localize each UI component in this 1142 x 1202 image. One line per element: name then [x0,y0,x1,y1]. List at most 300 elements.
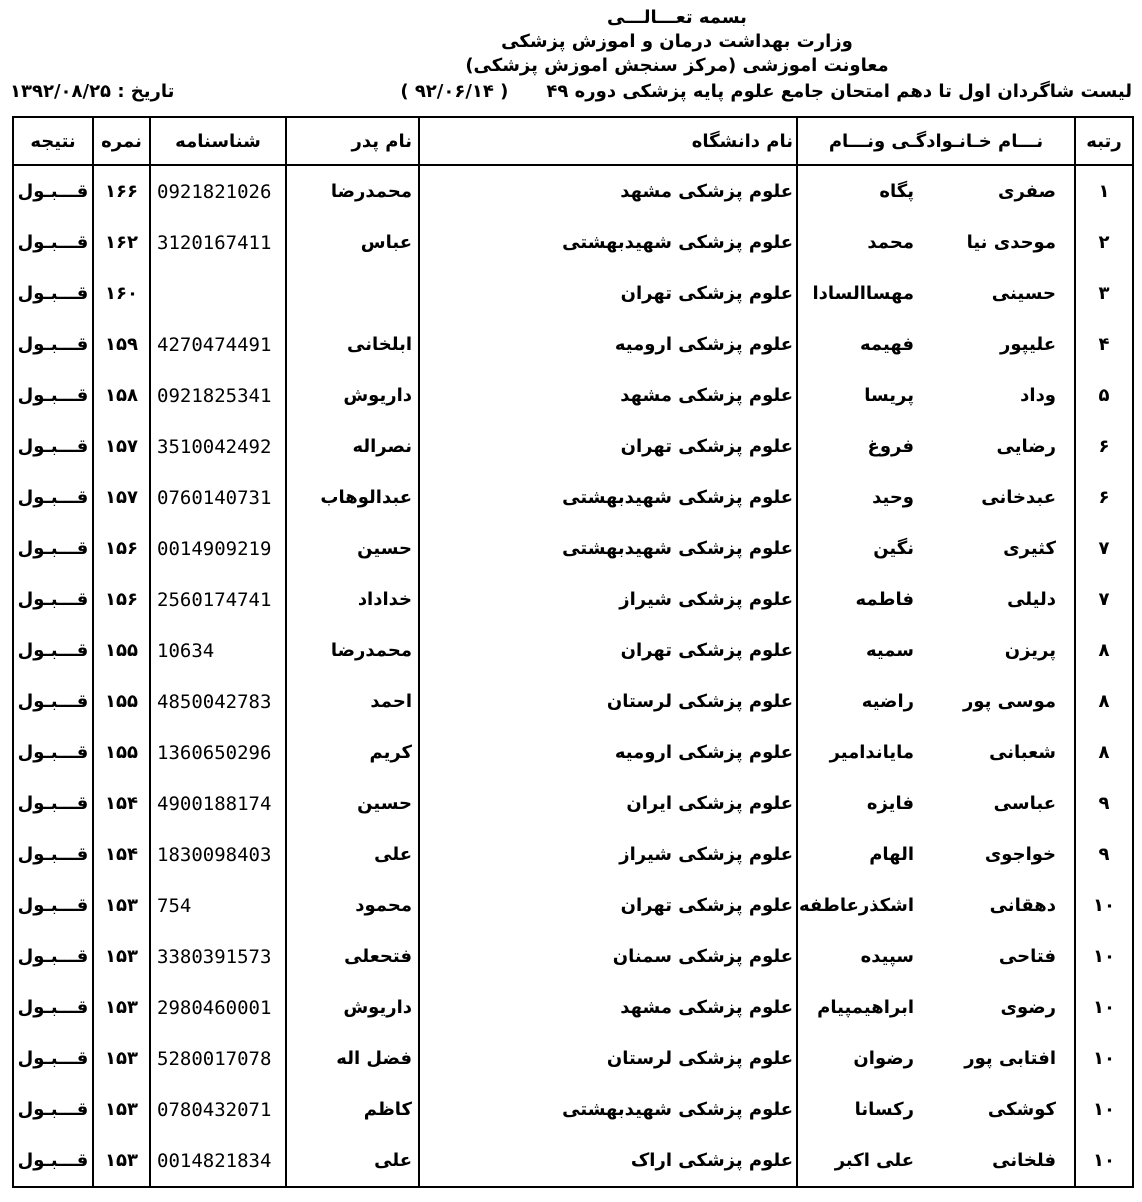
university-value: علوم پزشکی لرستان [606,691,793,712]
result-value: قـــبـول [17,334,89,355]
col-header-score: نمره [93,117,150,165]
rank-value: ۶ [1098,436,1110,457]
rank-value: ۸ [1098,640,1110,661]
col-header-name: نـــام خـانـوادگـی ونـــام [797,117,1075,165]
score-value: ۱۵۳ [105,946,138,967]
name-wrap [798,1084,1074,1135]
list-title: لیست شاگردان اول تا دهم امتحان جامع علوم پایه پزشکی دوره ۴۹ [546,81,1132,102]
result-cell [13,931,93,982]
name-cell [797,574,1075,625]
result-value: قـــبـول [17,436,89,457]
score-cell [93,625,150,676]
father-cell [286,1135,419,1187]
family-name: فلخانی [992,1150,1056,1171]
id-cell [150,472,286,523]
rank-cell [1075,421,1133,472]
given-name: علی اکبر [834,1150,914,1171]
rank-cell [1075,217,1133,268]
id-value: 1360650296 [157,741,272,764]
university-cell [419,880,797,931]
university-cell [419,982,797,1033]
rank-cell [1075,829,1133,880]
name-cell [797,472,1075,523]
id-value: 3380391573 [157,945,272,968]
name-wrap [798,625,1074,676]
family-name: پریزن [1004,640,1056,661]
name-cell [797,1033,1075,1084]
given-name: اشکذرعاطفه [799,895,914,916]
score-value: ۱۵۹ [105,334,138,355]
family-name: موحدی نیا [966,232,1056,253]
father-value: داریوش [343,997,412,1018]
father-cell [286,574,419,625]
result-value: قـــبـول [17,487,89,508]
given-name: فروغ [867,436,914,457]
rank-value: ۱۰ [1093,1099,1115,1120]
university-value: علوم پزشکی شیراز [619,589,793,610]
id-cell [150,574,286,625]
table-row [13,523,1133,574]
result-value: قـــبـول [17,1150,89,1171]
given-name: فهیمه [860,334,914,355]
result-value: قـــبـول [17,1099,89,1120]
result-value: قـــبـول [17,742,89,763]
id-value: 0014909219 [157,537,272,560]
rank-cell [1075,880,1133,931]
col-header-father: نام پدر [286,117,419,165]
id-value: 2560174741 [157,588,272,611]
table-row [13,829,1133,880]
result-cell [13,421,93,472]
family-name: حسینی [991,283,1056,304]
score-value: ۱۵۶ [105,589,138,610]
col-header-result: نتیجه [13,117,93,165]
university-cell [419,1135,797,1187]
score-value: ۱۵۳ [105,1099,138,1120]
result-value: قـــبـول [17,538,89,559]
id-value: 5280017078 [157,1047,272,1070]
family-name: کثیری [1003,538,1056,559]
family-name: موسی پور [962,691,1056,712]
exam-date: ( ۹۲/۰۶/۱۴ ) [400,81,509,102]
given-name: مهساالسادا [812,283,914,304]
name-cell [797,319,1075,370]
result-cell [13,1135,93,1187]
table-row [13,778,1133,829]
score-value: ۱۵۸ [105,385,138,406]
university-value: علوم پزشکی مشهد [620,997,793,1018]
name-wrap [798,727,1074,778]
university-value: علوم پزشکی تهران [620,895,793,916]
list-title-row [0,78,1142,104]
rank-cell [1075,574,1133,625]
university-value: علوم پزشکی شیراز [619,844,793,865]
id-cell [150,1084,286,1135]
university-cell [419,421,797,472]
name-wrap [798,1033,1074,1084]
table-row [13,1135,1133,1187]
table-row [13,625,1133,676]
university-value: علوم پزشکی مشهد [620,181,793,202]
father-cell [286,217,419,268]
rank-cell [1075,523,1133,574]
university-value: علوم پزشکی ایران [626,793,793,814]
result-value: قـــبـول [17,844,89,865]
name-cell [797,676,1075,727]
name-wrap [798,166,1074,217]
university-cell [419,370,797,421]
result-value: قـــبـول [17,232,89,253]
result-cell [13,1084,93,1135]
result-value: قـــبـول [17,895,89,916]
id-value: 2980460001 [157,996,272,1019]
father-cell [286,778,419,829]
id-cell [150,676,286,727]
result-cell [13,829,93,880]
father-value: عبدالوهاب [320,487,412,508]
given-name: راضیه [861,691,914,712]
name-wrap [798,472,1074,523]
score-cell [93,931,150,982]
name-cell [797,421,1075,472]
id-cell [150,982,286,1033]
result-cell [13,1033,93,1084]
father-cell [286,982,419,1033]
rank-cell [1075,319,1133,370]
name-wrap [798,676,1074,727]
id-value: 754 [157,894,192,917]
table-row [13,421,1133,472]
name-wrap [798,319,1074,370]
rank-value: ۱۰ [1093,1150,1115,1171]
father-cell [286,1033,419,1084]
father-cell [286,1084,419,1135]
score-cell [93,421,150,472]
table-row [13,165,1133,217]
rank-value: ۱۰ [1093,1048,1115,1069]
id-cell [150,880,286,931]
report-date: تاریخ : ۱۳۹۲/۰۸/۲۵ [10,81,175,102]
id-cell [150,1135,286,1187]
result-value: قـــبـول [17,1048,89,1069]
score-cell [93,319,150,370]
name-wrap [798,574,1074,625]
result-cell [13,778,93,829]
family-name: عبدخانی [981,487,1056,508]
id-cell [150,829,286,880]
id-value: 0921821026 [157,180,272,203]
score-cell [93,523,150,574]
given-name: رضوان [853,1048,914,1069]
given-name: پریسا [864,385,914,406]
name-cell [797,1084,1075,1135]
score-value: ۱۵۷ [105,436,138,457]
father-cell [286,625,419,676]
id-cell [150,421,286,472]
rank-value: ۹ [1098,793,1110,814]
university-value: علوم پزشکی تهران [620,640,793,661]
score-value: ۱۶۲ [105,232,138,253]
id-cell [150,165,286,217]
rank-value: ۱۰ [1093,895,1115,916]
rank-cell [1075,268,1133,319]
family-name: رضوی [1000,997,1056,1018]
score-value: ۱۵۳ [105,895,138,916]
family-name: وداد [1020,385,1056,406]
name-wrap [798,982,1074,1033]
id-cell [150,370,286,421]
rank-value: ۱۰ [1093,946,1115,967]
university-value: علوم پزشکی ارومیه [614,742,793,763]
id-cell [150,931,286,982]
result-cell [13,727,93,778]
id-value: 1830098403 [157,843,272,866]
score-value: ۱۵۴ [105,844,138,865]
score-cell [93,472,150,523]
id-cell [150,778,286,829]
score-cell [93,1084,150,1135]
result-value: قـــبـول [17,385,89,406]
rank-value: ۷ [1098,538,1110,559]
family-name: شعبانی [989,742,1056,763]
family-name: رضایی [996,436,1056,457]
id-cell [150,217,286,268]
university-cell [419,931,797,982]
father-value: حسین [357,538,412,559]
rank-value: ۶ [1098,487,1110,508]
result-value: قـــبـول [17,640,89,661]
result-value: قـــبـول [17,997,89,1018]
result-value: قـــبـول [17,589,89,610]
score-value: ۱۵۴ [105,793,138,814]
table-row [13,982,1133,1033]
col-header-rank: رتبه [1075,117,1133,165]
score-value: ۱۵۳ [105,1150,138,1171]
result-cell [13,574,93,625]
deputy-line: معاونت اموزشی (مرکز سنجش اموزش پزشکی) [465,55,889,76]
score-value: ۱۵۵ [105,691,138,712]
family-name: افتابی پور [964,1048,1056,1069]
university-cell [419,319,797,370]
university-cell [419,1033,797,1084]
university-cell [419,523,797,574]
name-cell [797,268,1075,319]
family-name: صفری [997,181,1056,202]
score-cell [93,727,150,778]
father-cell [286,472,419,523]
father-cell [286,421,419,472]
id-value: 0014821834 [157,1149,272,1172]
rank-value: ۸ [1098,691,1110,712]
father-value: حسین [357,793,412,814]
score-cell [93,268,150,319]
rank-cell [1075,1135,1133,1187]
result-value: قـــبـول [17,181,89,202]
rank-value: ۴ [1098,334,1110,355]
col-header-university: نام دانشگاه [419,117,797,165]
father-value: فتحعلی [344,946,412,967]
score-cell [93,1033,150,1084]
name-wrap [798,523,1074,574]
score-value: ۱۵۷ [105,487,138,508]
father-value: داریوش [343,385,412,406]
father-value: عباس [360,232,412,253]
given-name: رکسانا [854,1099,914,1120]
result-cell [13,370,93,421]
university-value: علوم پزشکی مشهد [620,385,793,406]
table-row [13,931,1133,982]
family-name: خواجوی [984,844,1056,865]
given-name: فاطمه [855,589,914,610]
id-value: 3510042492 [157,435,272,458]
result-cell [13,165,93,217]
score-value: ۱۶۰ [105,283,138,304]
rank-value: ۹ [1098,844,1110,865]
rank-cell [1075,931,1133,982]
score-cell [93,370,150,421]
result-value: قـــبـول [17,691,89,712]
table-row [13,1033,1133,1084]
score-cell [93,829,150,880]
result-cell [13,880,93,931]
result-cell [13,472,93,523]
id-cell [150,727,286,778]
score-value: ۱۵۳ [105,997,138,1018]
score-cell [93,778,150,829]
id-value: 4270474491 [157,333,272,356]
university-value: علوم پزشکی تهران [620,436,793,457]
given-name: محمد [867,232,914,253]
rank-value: ۸ [1098,742,1110,763]
father-value: علی [374,1150,412,1171]
id-cell [150,523,286,574]
university-cell [419,829,797,880]
rank-cell [1075,676,1133,727]
result-cell [13,676,93,727]
score-cell [93,676,150,727]
university-value: علوم پزشکی سمنان [612,946,793,967]
father-value: کریم [369,742,412,763]
rank-cell [1075,625,1133,676]
rank-value: ۲ [1098,232,1110,253]
father-cell [286,727,419,778]
university-cell [419,268,797,319]
id-value: 3120167411 [157,231,272,254]
table-row [13,370,1133,421]
id-value: 0780432071 [157,1098,272,1121]
university-value: علوم پزشکی شهیدبهشتی [562,487,793,508]
results-table-header [13,117,1133,165]
rank-cell [1075,472,1133,523]
ministry-line: وزارت بهداشت درمان و اموزش پزشکی [501,31,853,52]
name-cell [797,931,1075,982]
father-value: احمد [370,691,412,712]
name-wrap [798,421,1074,472]
result-cell [13,625,93,676]
name-cell [797,829,1075,880]
university-value: علوم پزشکی ارومیه [614,334,793,355]
father-value: نصراله [352,436,412,457]
given-name: سمیه [865,640,914,661]
father-cell [286,523,419,574]
university-cell [419,472,797,523]
rank-value: ۳ [1098,283,1110,304]
id-value: 4900188174 [157,792,272,815]
family-name: علیپور [1000,334,1056,355]
name-cell [797,625,1075,676]
name-wrap [798,778,1074,829]
result-value: قـــبـول [17,283,89,304]
table-row [13,268,1133,319]
name-wrap [798,1135,1074,1186]
score-value: ۱۵۵ [105,640,138,661]
id-value: 10634 [157,639,215,662]
father-cell [286,165,419,217]
table-row [13,319,1133,370]
father-value: ابلخانی [347,334,412,355]
family-name: فتاحی [998,946,1056,967]
name-wrap [798,931,1074,982]
score-value: ۱۵۶ [105,538,138,559]
id-value: 0760140731 [157,486,272,509]
name-wrap [798,370,1074,421]
father-value: محمدرضا [330,181,412,202]
family-name: دلیلی [1007,589,1056,610]
father-value: فضل اله [336,1048,412,1069]
result-value: قـــبـول [17,793,89,814]
name-cell [797,727,1075,778]
result-value: قـــبـول [17,946,89,967]
university-cell [419,1084,797,1135]
result-cell [13,217,93,268]
score-cell [93,982,150,1033]
name-cell [797,982,1075,1033]
results-table [12,116,1134,1188]
name-wrap [798,268,1074,319]
given-name: ابراهیمپیام [817,997,914,1018]
university-value: علوم پزشکی شهیدبهشتی [562,232,793,253]
family-name: دهقانی [989,895,1056,916]
table-row [13,574,1133,625]
id-value: 4850042783 [157,690,272,713]
given-name: الهام [869,844,914,865]
rank-cell [1075,1033,1133,1084]
score-cell [93,880,150,931]
father-value: علی [374,844,412,865]
university-cell [419,165,797,217]
name-cell [797,165,1075,217]
rank-cell [1075,1084,1133,1135]
university-value: علوم پزشکی لرستان [606,1048,793,1069]
result-cell [13,523,93,574]
name-cell [797,370,1075,421]
rank-value: ۱ [1098,181,1110,202]
father-value: کاظم [363,1099,412,1120]
name-cell [797,523,1075,574]
rank-value: ۷ [1098,589,1110,610]
score-cell [93,574,150,625]
name-cell [797,217,1075,268]
rank-cell [1075,370,1133,421]
rank-value: ۱۰ [1093,997,1115,1018]
table-row [13,880,1133,931]
table-row [13,472,1133,523]
given-name: مایاندامیر [829,742,914,763]
father-cell [286,319,419,370]
given-name: وحید [872,487,914,508]
result-cell [13,268,93,319]
list-title-group [400,80,1132,104]
